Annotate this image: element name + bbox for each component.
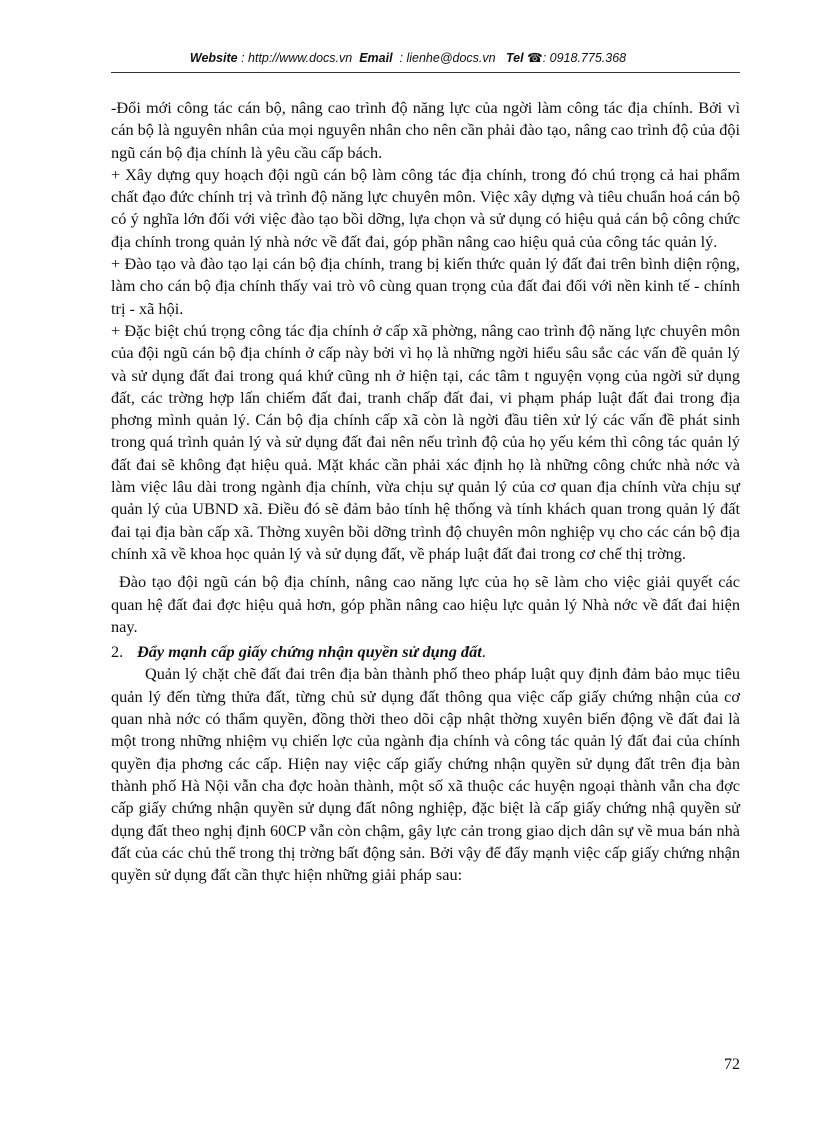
section-title: Đẩy mạnh cấp giấy chứng nhận quyền sử dụng đất: [137, 642, 482, 662]
paragraph-training: + Đào tạo và đào tạo lại cán bộ địa chính, trang bị kiến thức quản lý đất đai trên bình diện rộng, làm cho cán bộ địa chính thấy vai trò vô cùng quan trọng của đất đai đối với nền kinh tế - chính trị - xã hội.: [111, 254, 740, 318]
phone-icon: ☎: [527, 51, 543, 65]
document-body: [111, 97, 740, 886]
section-number: 2.: [111, 642, 124, 662]
page-number: 72: [724, 1056, 740, 1073]
tel-label: Tel: [506, 51, 524, 65]
section-paragraph: Quản lý chặt chẽ đất đai trên địa bàn thành phố theo pháp luật quy định đảm bảo mục tiêu quản lý đến từng thửa đất, từng chủ sử dụng đất thông qua việc cấp giấy chứng nhận của cơ quan nhà nớc có thẩm quyền, đồng thời theo dõi cập nhật thờng xuyên biến động về đất đai là một trong những nhiệm vụ chiến lợc của ngành địa chính và công tác quản lý đất đai của chính quyền địa phơng các cấp. Hiện nay việc cấp giấy chứng nhận quyền sử dụng đất trên địa bàn thành phố Hà Nội vẫn cha đợc hoàn thành, một số xã thuộc các huyện ngoại thành vẫn cha đợc cấp giấy chứng nhận quyền sử dụng đất nông nghiệp, đặc biệt là cấp giấy chứng nhậ quyền sử dụng đất theo nghị định 60CP vẫn còn chậm, gây lực cản trong giao dịch dân sự về mua bán nhà đất của các chủ thể trong thị trờng bất động sản. Bởi vậy để đẩy mạnh việc cấp giấy chứng nhận quyền sử dụng đất cần thực hiện những giải pháp sau:: [111, 664, 740, 885]
paragraph-reform: -Đổi mới công tác cán bộ, nâng cao trình độ năng lực của ngời làm công tác địa chính. Bởi vì cán bộ là nguyên nhân của mọi nguyên nhân cho nên cần phải đào tạo, nâng cao trình độ của đội ngũ cán bộ địa chính là yêu cầu cấp bách.: [111, 98, 740, 162]
website-label: Website: [189, 51, 238, 65]
email-value: : lienhe@docs.vn: [399, 51, 496, 65]
email-label: Email: [359, 51, 393, 65]
header-rule: [111, 72, 740, 73]
section-title-suffix: .: [481, 642, 486, 662]
website-value: : http://www.docs.vn: [241, 51, 353, 65]
paragraph-commune-level: + Đặc biệt chú trọng công tác địa chính ở cấp xã phờng, nâng cao trình độ năng lực chuyên môn của đội ngũ cán bộ địa chính ở cấp này bởi vì họ là những ngời hiểu sâu sắc các vấn đề quản lý và sử dụng đất đai trong quá khứ cũng nh ở hiện tại, các tâm t nguyện vọng của ngời sử dụng đất, các trờng hợp lấn chiếm đất đai, tranh chấp đất đai, vi phạm pháp luật đất đai trong địa phơng mình quản lý. Cán bộ địa chính cấp xã còn là ngời đầu tiên xử lý các vấn đề phát sinh trong quá trình quản lý và sử dụng đất đai nên nếu trình độ của họ yếu kém thì công tác quản lý đất đai sẽ không đạt hiệu quả. Mặt khác cần phải xác định họ là những công chức nhà nớc và làm việc lâu dài trong ngành địa chính, vừa chịu sự quản lý của cơ quan địa chính vừa chịu sự quản lý của UBND xã. Điều đó sẽ đảm bảo tính hệ thống và tính khách quan trong quản lý đất đai tại địa bàn cấp xã. Thờng xuyên bồi dỡng trình độ chuyên môn nghiệp vụ cho các cán bộ địa chính xã về khoa học quản lý và sử dụng đất, về pháp luật đất đai trong cơ chế thị trờng.: [111, 320, 740, 563]
summary-paragraph: Đào tạo đội ngũ cán bộ địa chính, nâng cao năng lực của họ sẽ làm cho việc giải quyết các quan hệ đất đai đợc hiệu quả hơn, góp phần nâng cao hiệu lực quản lý Nhà nớc về đất đai hiện nay.: [111, 572, 740, 636]
paragraph-planning: + Xây dựng quy hoạch đội ngũ cán bộ làm công tác địa chính, trong đó chú trọng cả hai phẩm chất đạo đức chính trị và trình độ năng lực chuyên môn. Việc xây dựng và tiêu chuẩn hoá cán bộ có ý nghĩa lớn đối với việc đào tạo bồi dỡng, lựa chọn và sử dụng có hiệu quả cán bộ công chức địa chính trong quản lý nhà nớc về đất đai, góp phần nâng cao hiệu quả của công tác quản lý.: [111, 164, 740, 251]
tel-value: : 0918.775.368: [542, 51, 627, 65]
section-heading: [111, 641, 740, 663]
page-header: [0, 50, 816, 65]
